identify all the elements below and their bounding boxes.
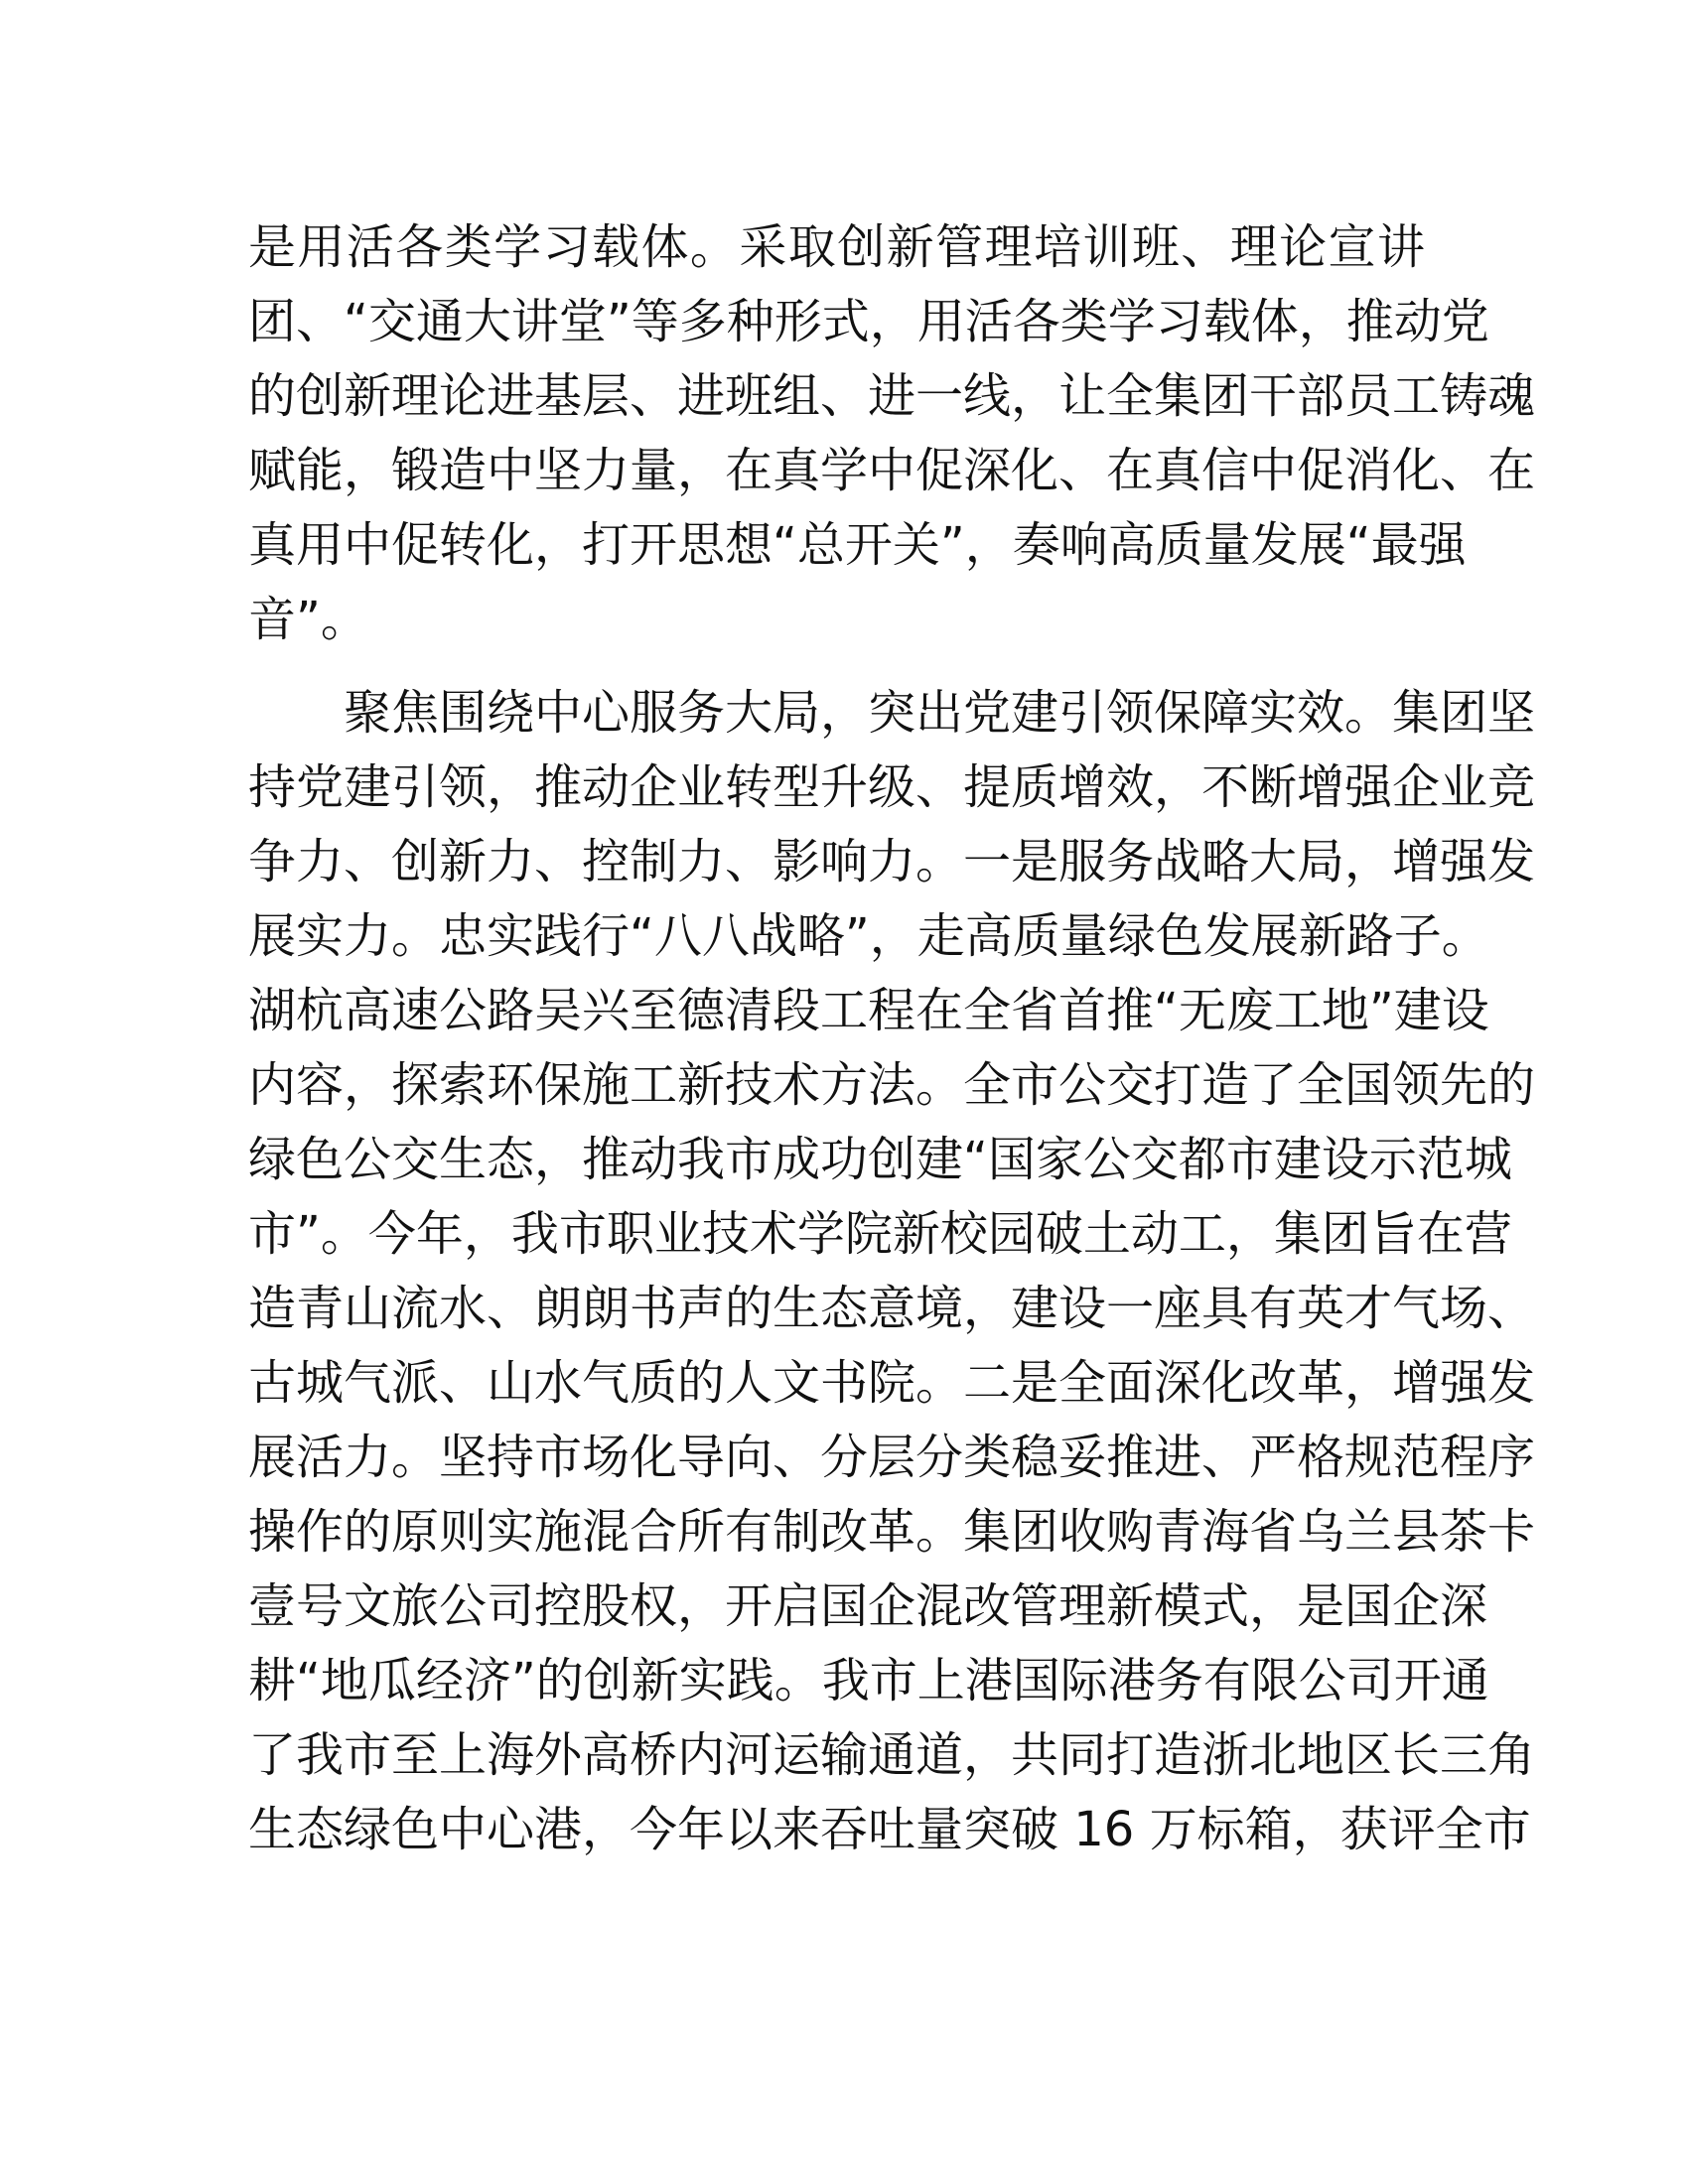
text-line: 争力、创新力、控制力、影响力。一是服务战略大局，增强发 <box>248 834 1536 889</box>
text-line: 操作的原则实施混合所有制改革。集团收购青海省乌兰县茶卡 <box>248 1504 1536 1560</box>
text-line: 生态绿色中心港，今年以来吞吐量突破 16 万标箱，获评全市 <box>248 1802 1531 1857</box>
text-line: 内容，探索环保施工新技术方法。全市公交打造了全国领先的 <box>248 1057 1536 1113</box>
text-line: 的创新理论进基层、进班组、进一线，让全集团干部员工铸魂 <box>248 368 1536 424</box>
text-line: 造青山流水、朗朗书声的生态意境，建设一座具有英才气场、 <box>248 1281 1536 1336</box>
text-line: 展实力。忠实践行“八八战略”，走高质量绿色发展新路子。 <box>248 908 1489 964</box>
text-line: 音”。 <box>248 592 368 647</box>
text-line: 是用活各类学习载体。采取创新管理培训班、理论宣讲 <box>248 219 1425 275</box>
paragraph-1 <box>248 210 1536 657</box>
paragraph-2 <box>248 676 1536 1867</box>
text-line: 展活力。坚持市场化导向、分层分类稳妥推进、严格规范程序 <box>248 1430 1536 1485</box>
text-line: 团、“交通大讲堂”等多种形式，用活各类学习载体，推动党 <box>248 294 1489 349</box>
text-line: 壹号文旅公司控股权，开启国企混改管理新模式，是国企深 <box>248 1578 1488 1634</box>
text-line: 古城气派、山水气质的人文书院。二是全面深化改革，增强发 <box>248 1355 1536 1411</box>
text-line: 了我市至上海外高桥内河运输通道，共同打造浙北地区长三角 <box>248 1727 1536 1783</box>
text-line: 聚焦围绕中心服务大局，突出党建引领保障实效。集团坚 <box>248 685 1536 741</box>
document-page <box>248 210 1536 1886</box>
text-line: 真用中促转化，打开思想“总开关”，奏响高质量发展“最强 <box>248 517 1467 573</box>
text-line: 耕“地瓜经济”的创新实践。我市上港国际港务有限公司开通 <box>248 1653 1489 1708</box>
text-line: 赋能，锻造中坚力量，在真学中促深化、在真信中促消化、在 <box>248 443 1536 498</box>
text-line: 湖杭高速公路吴兴至德清段工程在全省首推“无废工地”建设 <box>248 983 1489 1038</box>
text-line: 市”。今年，我市职业技术学院新校园破土动工，集团旨在营 <box>248 1206 1512 1262</box>
text-line: 持党建引领，推动企业转型升级、提质增效，不断增强企业竞 <box>248 759 1536 815</box>
text-line: 绿色公交生态，推动我市成功创建“国家公交都市建设示范城 <box>248 1132 1512 1187</box>
